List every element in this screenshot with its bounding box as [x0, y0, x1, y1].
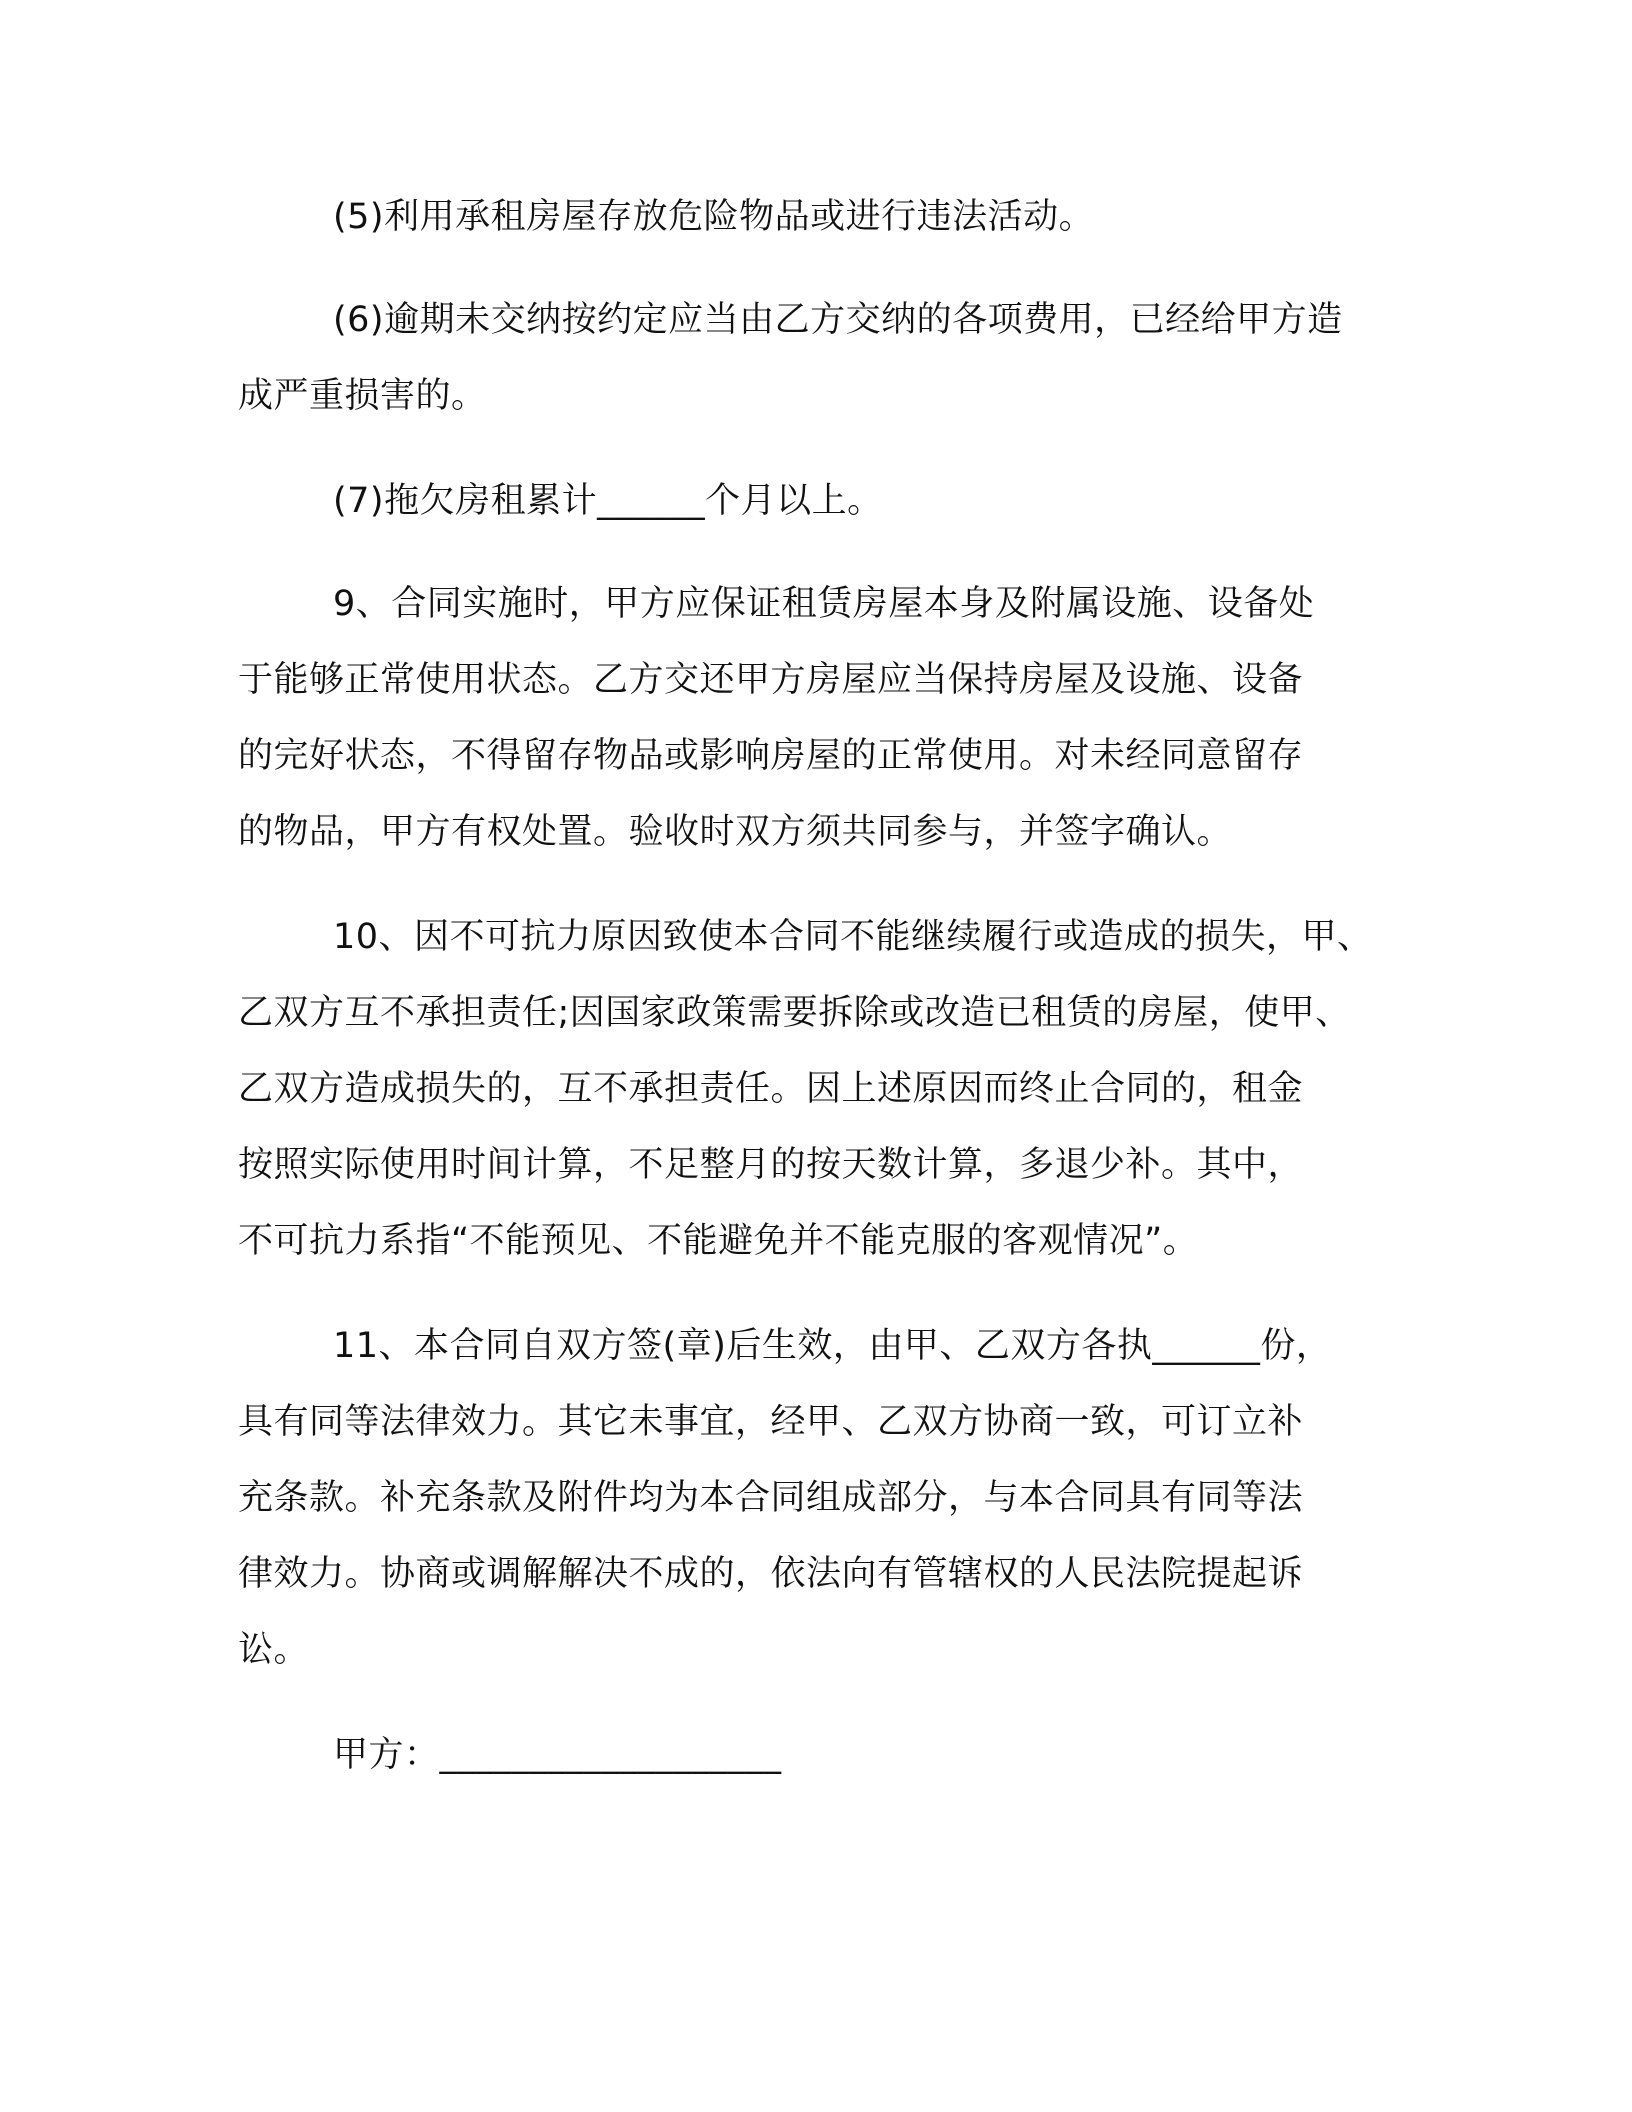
clause-9-line-3: 的完好状态，不得留存物品或影响房屋的正常使用。对未经同意留存	[238, 736, 1304, 776]
clause-10-line-2: 乙双方互不承担责任;因国家政策需要拆除或改造已租赁的房屋，使甲、	[238, 993, 1351, 1033]
clause-9-line-1: 9、合同实施时，甲方应保证租赁房屋本身及附属设施、设备处	[333, 584, 1315, 624]
clause-6-line-2: 成严重损害的。	[238, 376, 487, 416]
clause-11-line-4: 律效力。协商或调解解决不成的，依法向有管辖权的人民法院提起诉	[238, 1554, 1304, 1594]
clause-10-line-1: 10、因不可抗力原因致使本合同不能继续履行或造成的损失，甲、	[333, 917, 1373, 957]
clause-11-line-2: 具有同等法律效力。其它未事宜，经甲、乙双方协商一致，可订立补	[238, 1402, 1304, 1442]
clause-11-line-5: 讼。	[238, 1630, 310, 1670]
clause-10-line-3: 乙双方造成损失的，互不承担责任。因上述原因而终止合同的，租金	[238, 1069, 1304, 1109]
clause-10-line-5: 不可抗力系指“不能预见、不能避免并不能克服的客观情况”。	[238, 1221, 1199, 1261]
clause-6-line-1: (6)逾期未交纳按约定应当由乙方交纳的各项费用，已经给甲方造	[333, 300, 1343, 340]
clause-11-line-3: 充条款。补充条款及附件均为本合同组成部分，与本合同具有同等法	[238, 1478, 1304, 1518]
clause-11-line-1: 11、本合同自双方签(章)后生效，由甲、乙双方各执______份，	[333, 1326, 1332, 1366]
clause-9-line-2: 于能够正常使用状态。乙方交还甲方房屋应当保持房屋及设施、设备	[238, 660, 1304, 700]
clause-5-line: (5)利用承租房屋存放危险物品或进行违法活动。	[333, 197, 1095, 237]
clause-10-line-4: 按照实际使用时间计算，不足整月的按天数计算，多退少补。其中，	[238, 1145, 1304, 1185]
clause-7-line: (7)拖欠房租累计______个月以上。	[333, 481, 883, 521]
clause-9-line-4: 的物品，甲方有权处置。验收时双方须共同参与，并签字确认。	[238, 812, 1233, 852]
party-a-signature-line: 甲方：___________________	[333, 1735, 782, 1775]
